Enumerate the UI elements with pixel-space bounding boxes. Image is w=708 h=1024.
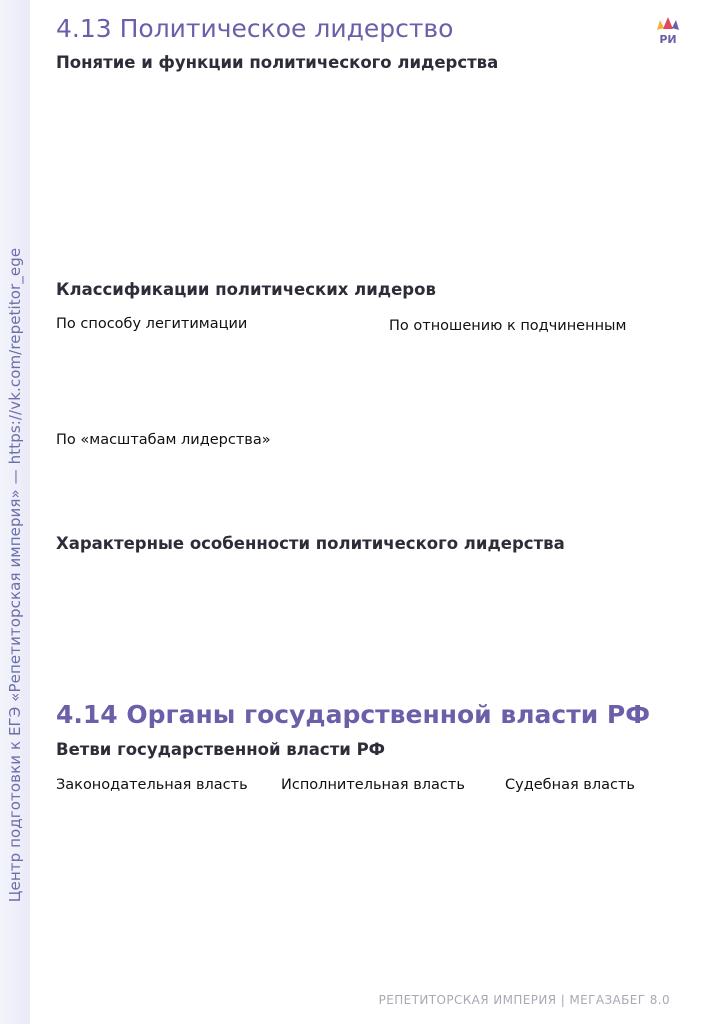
sidebar-caption: Центр подготовки к ЕГЭ «Репетиторская империя» — https://vk.com/repetitor_ege — [6, 247, 24, 903]
branch-executive: Исполнительная власть — [281, 777, 465, 793]
footer-separator: | — [560, 993, 566, 1007]
by-subordinates-label: По отношению к подчиненным — [389, 318, 627, 334]
branch-judicial: Судебная власть — [505, 777, 635, 793]
sidebar — [0, 0, 30, 1024]
section-414-subtitle: Ветви государственной власти РФ — [56, 740, 386, 759]
classifications-heading: Классификации политических лидеров — [56, 280, 436, 299]
by-legitimation-label: По способу легитимации — [56, 316, 248, 332]
logo-icon — [654, 16, 682, 46]
section-413-title: 4.13 Политическое лидерство — [56, 14, 454, 43]
section-413-subtitle: Понятие и функции политического лидерства — [56, 53, 499, 72]
features-heading: Характерные особенности политического лидерства — [56, 534, 565, 553]
section-414-title: 4.14 Органы государственной власти РФ — [56, 700, 651, 729]
by-scale-label: По «масштабам лидерства» — [56, 432, 271, 448]
footer — [379, 993, 670, 1007]
footer-event: МЕГАЗАБЕГ 8.0 — [569, 993, 670, 1007]
logo-text: РИ — [659, 33, 677, 46]
branch-legislative: Законодательная власть — [56, 777, 248, 793]
footer-brand: РЕПЕТИТОРСКАЯ ИМПЕРИЯ — [378, 993, 557, 1007]
